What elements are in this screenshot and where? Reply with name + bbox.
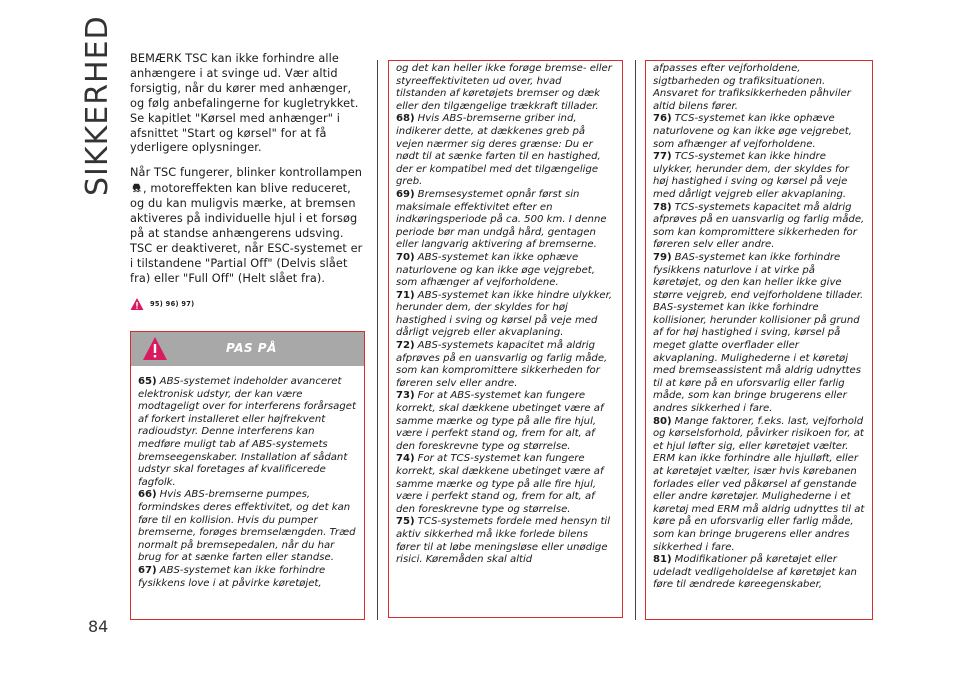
note-75-cont: afpasses efter vejforholdene, sigtbarheden og trafiksituationen. Ansvaret for trafiksikkerheden påhviler altid bilens fører. [653, 63, 851, 112]
section-title-text: SIKKERHED [80, 15, 115, 196]
warning-references [130, 297, 365, 311]
caution-box-1 [130, 331, 365, 620]
note-78: 78) TCS-systemets kapacitet må aldrig afprøves på en uansvarlig og farlig måde, som kan kompromittere sikkerheden for føreren selv eller andre. [653, 201, 865, 251]
note-69: 69) Bremsesystemet opnår først sin maksimale effektivitet efter en indkøringsperiode på ca. 500 km. I denne periode bør man undgå hård, gentagen eller langvarig aktivering af bremserne. [396, 188, 607, 251]
note-71: 71) ABS-systemet kan ikke hindre ulykker, herunder dem, der skyldes for høj hastighed i sving og kørsel på veje med dårligt vejgreb eller akvaplaning. [396, 289, 613, 339]
note-68: 68) Hvis ABS-bremserne griber ind, indikerer dette, at dækkenes greb på vejen nærmer sig deres grænse: Du er nødt til at sænke farten til en hastighed, der er kompatibel med det tilgængelige greb. [396, 113, 601, 188]
note-67-cont: og det kan heller ikke forøge bremse- eller styreeffektiviteten ud over, hvad tilstanden af køretøjets bremser og dæk eller den tilgængelige trækkraft tillader. [396, 63, 612, 112]
note-67: 67) ABS-systemet kan ikke forhindre fysikkens love i at påvirke køretøjet, [138, 564, 326, 589]
note-76: 76) TCS-systemet kan ikke ophæve naturlovene og kan ikke øge vejgrebet, som afhænger af vejforholdene. [653, 113, 852, 150]
paragraph-tsc-function [130, 166, 365, 286]
warning-reference-numbers: 95) 96) 97) [150, 299, 195, 308]
note-65: 65) ABS-systemet indeholder avanceret elektronisk udstyr, der kan være modtageligt over for interferens forårsaget af forkert installeret eller højfrekvent radioudstyr. Denne interferens kan medføre muligt tab af ABS-systemets bremseegenskaber. Installation af sådant udstyr skal foretages af kvalificerede fagfolk. [138, 376, 356, 488]
caution-title: PAS PÅ [226, 341, 277, 355]
note-66: 66) Hvis ABS-bremserne pumpes, formindskes deres effektivitet, og det kan føre til en kollision. Hvis du pumper bremserne, forøges bremselængden. Træd normalt på bremsepedalen, når du har brug for at sænke farten eller standse. [138, 489, 356, 564]
warning-triangle-icon [142, 336, 168, 361]
caution-notes [389, 61, 622, 567]
paragraph-tsc-function-end: , motoreffekten kan blive reduceret, og du kan muligvis mærke, at bremsen aktiveres på individuelle hjul i et forsøg på at standse anhængerens udsving. TSC er deaktiveret, når ESC-systemet er i tilstandene "Partial Off" (Delvis slået fra) eller "Full Off" (Helt slået fra). [130, 182, 363, 285]
note-75: 75) TCS-systemets fordele med hensyn til aktiv sikkerhed må ikke forlede bilens fører til at løbe meningsløse eller unødige risici. Køremåden skal altid [396, 516, 611, 566]
column-divider [377, 60, 378, 620]
caution-box-2 [388, 60, 623, 618]
paragraph-tsc-function-start: Når TSC fungerer, blinker kontrollampen [130, 166, 363, 180]
skidding-car-icon [130, 181, 143, 194]
note-70: 70) ABS-systemet kan ikke ophæve naturlovene og kan ikke øge vejgrebet, som afhænger af vejforholdene. [396, 251, 595, 289]
note-79: 79) BAS-systemet kan ikke forhindre fysikkens naturlove i at virke på køretøjet, og den kan heller ikke give større vejgreb, end vejforholdene tillader. BAS-systemet kan ikke forhindre kollisioner, herunder kollisioner på grund af for høj hastighed i sving, kørsel på meget glatte overflader eller akvaplaning. Mulighederne i et køretøj med bremseassistent må aldrig udnyttes til at køre på en uforsvarlig eller farlig måde, som kan bringe brugerens eller andres sikkerhed i fare. [653, 251, 864, 415]
note-74: 74) For at TCS-systemet kan fungere korrekt, skal dækkene ubetinget være af samme mærke og type på alle fire hjul, være i perfekt stand og, frem for alt, af den foreskrevne type og størrelse. [396, 453, 604, 515]
section-title [78, 15, 118, 196]
note-81: 81) Modifikationer på køretøjet eller udeladt vedligeholdelse af køretøjet kan føre til ændrede køreegenskaber, [653, 554, 857, 591]
caution-header [131, 332, 364, 366]
caution-notes [131, 366, 364, 590]
note-80: 80) Mange faktorer, f.eks. last, vejforhold og kørselsforhold, påvirker risikoen for, at et hjul løfter sig, eller køretøjet vælter. ERM kan ikke forhindre alle hjulløft, eller at køretøjet vælter, især hvis kørebanen forlades eller ved påkørsel af genstande eller andre køretøjer. Mulighederne i et køretøj med ERM må aldrig udnyttes til at køre på en uforsvarlig eller farlig måde, som kan bringe brugerens eller andres sikkerhed i fare. [653, 415, 865, 553]
page-number: 84 [88, 617, 109, 636]
caution-notes [646, 61, 872, 592]
note-73: 73) For at ABS-systemet kan fungere korrekt, skal dækkene ubetinget være af samme mærke og type på alle fire hjul, være i perfekt stand og, frem for alt, af den foreskrevne type og størrelse. [396, 390, 604, 452]
paragraph-tsc-note: BEMÆRK TSC kan ikke forhindre alle anhængere i at svinge ud. Vær altid forsigtig, når du kører med anhænger, og følg anbefalingerne for kugletrykket. Se kapitlet "Kørsel med anhænger" i afsnittet "Start og kørsel" for at få yderligere oplysninger. [130, 52, 359, 155]
note-77: 77) TCS-systemet kan ikke hindre ulykker, herunder dem, der skyldes for høj hastighed i sving og kørsel på veje med dårligt vejgreb eller akvaplaning. [653, 151, 849, 200]
column-divider [635, 60, 636, 620]
warning-triangle-icon [130, 297, 144, 311]
caution-box-3 [645, 60, 873, 620]
note-72: 72) ABS-systemets kapacitet må aldrig afprøves på en uansvarlig og farlig måde, som kan kompromittere sikkerheden for føreren selv eller andre. [396, 340, 608, 389]
column-1 [130, 52, 365, 327]
